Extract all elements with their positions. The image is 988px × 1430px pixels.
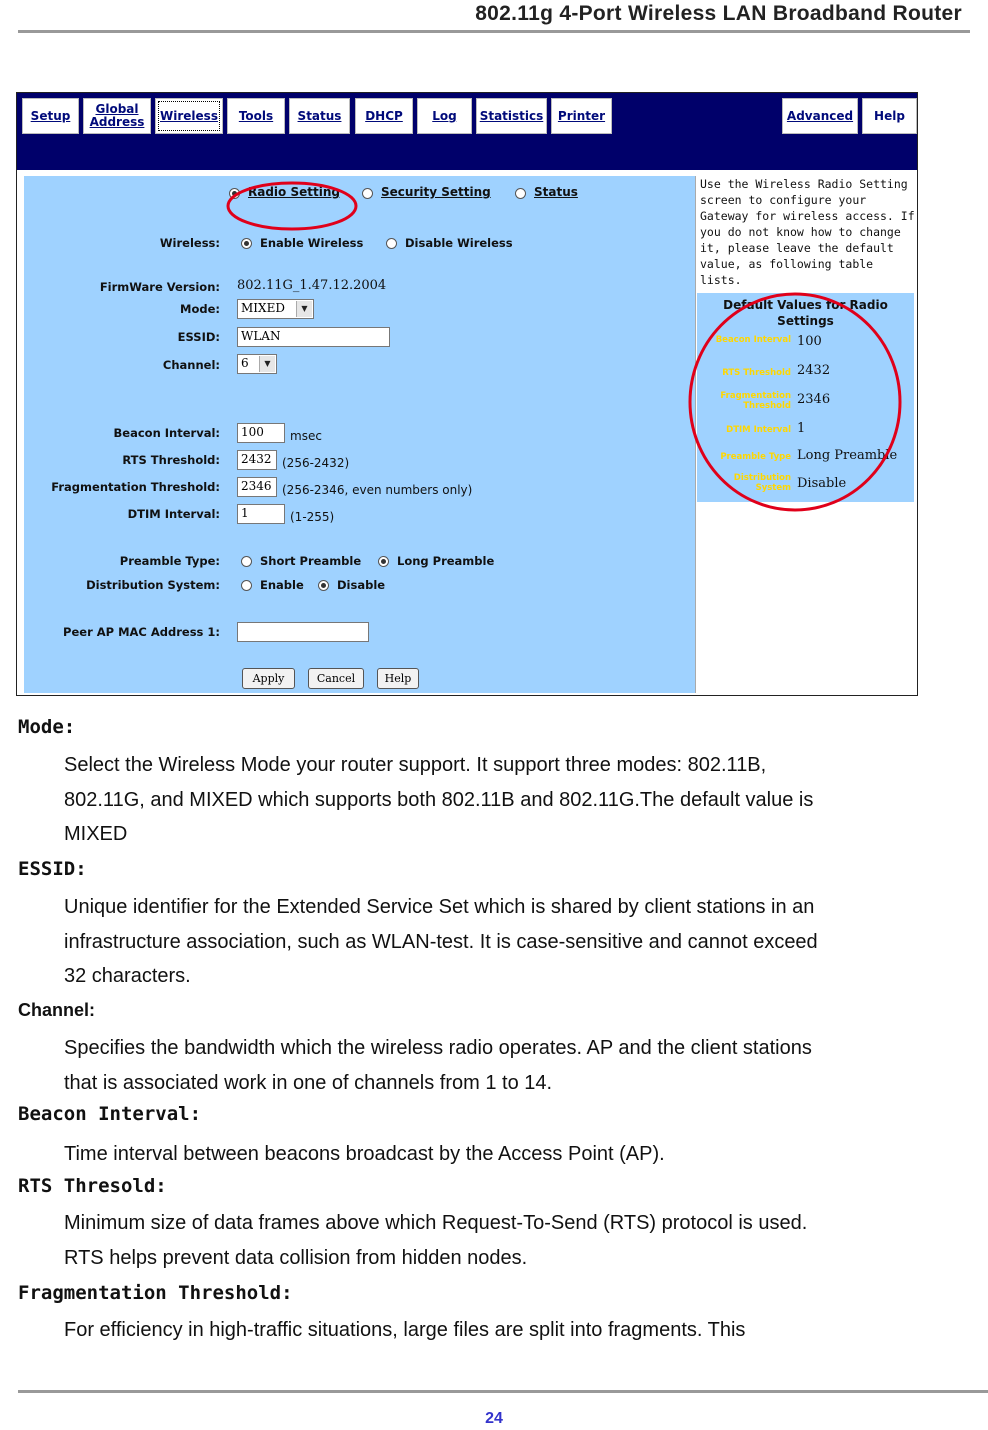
text-line: RTS helps prevent data collision from hidden nodes. [64,1246,528,1269]
firmware-value: 802.11G_1.47.12.2004 [237,278,387,293]
rts-hint: (256-2432) [282,456,350,470]
default-value-dtim: 1 [797,421,806,436]
subtab-security-setting[interactable]: Security Setting [381,185,491,199]
nav-global-address[interactable]: Global Address [83,98,151,134]
section-text-rts [64,1206,964,1275]
beacon-interval-label: Beacon Interval: [113,426,220,440]
fragmentation-threshold-input[interactable]: 2346 [237,477,277,497]
preamble-type-label: Preamble Type: [119,554,220,568]
section-text-essid [64,890,964,994]
subtab-radio-setting[interactable]: Radio Setting [248,185,340,199]
peer-ap-mac-label: Peer AP MAC Address 1: [63,625,220,639]
section-heading-channel: Channel: [18,1000,96,1020]
text-line: Time interval between beacons broadcast by the Access Point (AP). [64,1143,665,1165]
default-values-title: Default Values for Radio Settings [723,298,888,328]
section-text-beacon-interval [64,1137,964,1172]
beacon-unit: msec [290,429,322,443]
nav-statistics[interactable]: Statistics [476,98,547,134]
mode-label: Mode: [180,302,220,316]
enable-wireless-radio[interactable] [241,238,252,249]
firmware-label: FirmWare Version: [99,280,220,294]
long-preamble-label: Long Preamble [397,554,495,568]
rts-threshold-input[interactable]: 2432 [237,450,277,470]
long-preamble-radio[interactable] [378,556,389,567]
peer-ap-mac-input[interactable] [237,622,369,642]
section-heading-rts: RTS Thresold: [18,1175,167,1197]
text-line: 32 characters. [64,965,191,987]
section-heading-beacon-interval: Beacon Interval: [18,1103,202,1125]
wireless-label: Wireless: [159,236,220,250]
nav-tools[interactable]: Tools [227,98,285,134]
default-key-distribution: Distribution System [733,473,791,493]
default-key-dtim: DTIM Interval [726,425,791,435]
distribution-disable-radio[interactable] [318,580,329,591]
channel-select[interactable]: 6 ▼ [237,354,277,374]
default-value-beacon: 100 [797,334,822,349]
default-key-fragmentation: Fragmentation Threshold [720,391,791,411]
nav-dhcp[interactable]: DHCP [355,98,413,134]
section-heading-fragmentation: Fragmentation Threshold: [18,1282,293,1304]
distribution-enable-radio[interactable] [241,580,252,591]
help-panel [697,176,916,693]
document-title: 802.11g 4-Port Wireless LAN Broadband Router [475,2,962,25]
dtim-hint: (1-255) [290,510,335,524]
channel-label: Channel: [162,358,220,372]
default-value-fragmentation: 2346 [797,392,831,407]
default-key-rts: RTS Threshold [722,368,791,378]
router-screenshot [16,92,918,696]
text-line: For efficiency in high-traffic situations, large files are split into fragments. This [64,1319,746,1341]
text-line: infrastructure association, such as WLAN-test. It is case-sensitive and cannot exceed [64,930,818,953]
fragmentation-threshold-label: Fragmentation Threshold: [51,480,220,494]
nav-log[interactable]: Log [417,98,472,134]
default-value-distribution: Disable [797,476,847,491]
enable-wireless-label: Enable Wireless [260,236,364,250]
radio-settings-form [24,176,696,693]
security-setting-radio[interactable] [362,188,373,199]
footer-rule [18,1390,988,1393]
status-radio[interactable] [515,188,526,199]
fragmentation-hint: (256-2346, even numbers only) [282,483,473,497]
short-preamble-radio[interactable] [241,556,252,567]
distribution-system-label: Distribution System: [86,578,220,592]
short-preamble-label: Short Preamble [260,554,362,568]
rts-threshold-label: RTS Threshold: [122,453,220,467]
text-line: that is associated work in one of channels from 1 to 14. [64,1071,553,1094]
distribution-disable-label: Disable [337,578,386,592]
nav-printer[interactable]: Printer [551,98,612,134]
nav-setup[interactable]: Setup [22,98,79,134]
nav-help[interactable]: Help [862,98,917,134]
beacon-interval-input[interactable]: 100 [237,423,285,443]
disable-wireless-radio[interactable] [386,238,397,249]
section-heading-mode: Mode: [18,716,76,738]
dtim-interval-input[interactable]: 1 [237,504,285,524]
text-line: Unique identifier for the Extended Service Set which is shared by client stations in an [64,896,815,918]
default-value-rts: 2432 [797,363,831,378]
text-line: Specifies the bandwidth which the wireless radio operates. AP and the client stations [64,1037,812,1059]
mode-select[interactable]: MIXED ▼ [237,299,314,319]
text-line: MIXED [64,823,128,845]
essid-label: ESSID: [177,330,220,344]
dtim-interval-label: DTIM Interval: [127,507,220,521]
nav-wireless[interactable]: Wireless [155,98,223,134]
section-text-channel [64,1031,964,1100]
distribution-enable-label: Enable [260,578,304,592]
essid-input[interactable]: WLAN [237,327,390,347]
text-line: Select the Wireless Mode your router support. It support three modes: 802.11B, [64,754,767,776]
text-line: 802.11G, and MIXED which supports both 802.11B and 802.11G.The default value is [64,788,814,811]
cancel-button[interactable]: Cancel [308,668,364,689]
page-number: 24 [485,1410,503,1427]
section-heading-essid: ESSID: [18,858,87,880]
help-text: Use the Wireless Radio Setting screen to configure your Gateway for wireless access. If you do not know how to change it, please leave the default value, as following table lists. [700,177,915,287]
default-values-table [697,293,914,502]
chevron-down-icon: ▼ [296,301,312,317]
radio-setting-radio[interactable] [229,188,240,199]
disable-wireless-label: Disable Wireless [405,236,513,250]
text-line: Minimum size of data frames above which Request-To-Send (RTS) protocol is used. [64,1212,808,1234]
section-text-mode [64,748,964,852]
help-button[interactable]: Help [377,668,419,689]
nav-status[interactable]: Status [289,98,350,134]
section-text-fragmentation [64,1313,964,1348]
default-key-beacon: Beacon Interval [715,335,791,345]
apply-button[interactable]: Apply [242,668,295,689]
default-key-preamble: Preamble Type [720,452,791,462]
nav-advanced[interactable]: Advanced [782,98,858,134]
default-value-preamble: Long Preamble [797,448,898,463]
top-navigation [17,93,917,170]
chevron-down-icon: ▼ [259,356,275,372]
subtab-status[interactable]: Status [534,185,578,199]
title-rule [18,30,970,33]
